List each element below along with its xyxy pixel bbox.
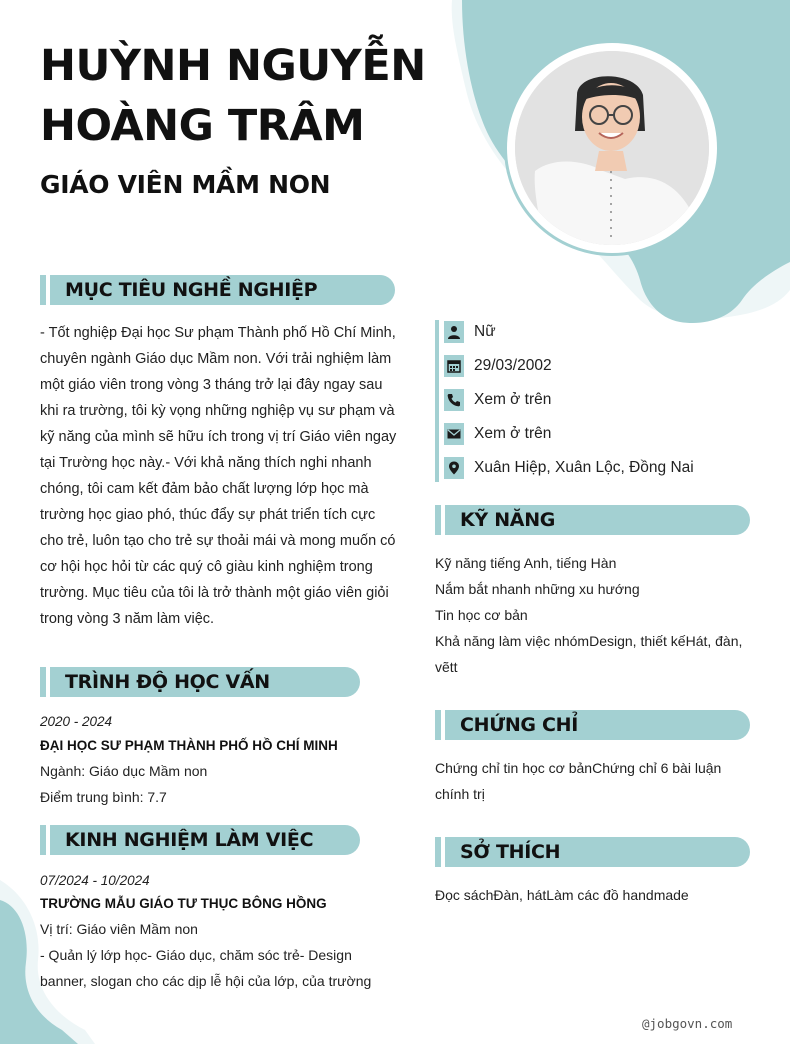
user-icon [444, 321, 464, 343]
list-item: Khả năng làm việc nhómDesign, thiết kếHát, đàn, vẽtt [435, 633, 743, 675]
experience-date: 07/2024 - 10/2024 [40, 873, 150, 888]
education-school: ĐẠI HỌC SƯ PHẠM THÀNH PHỐ HỒ CHÍ MINH [40, 738, 338, 753]
contact-phone-text: Xem ở trên [474, 391, 552, 408]
section-accent-bar [40, 825, 46, 855]
education-major: Ngành: Giáo dục Mầm non [40, 763, 208, 779]
name-line-2: HOÀNG TRÂM [40, 101, 365, 151]
list-item: Tin học cơ bản [435, 607, 528, 623]
watermark: @jobgovn.com [642, 1016, 733, 1031]
section-accent-bar [435, 505, 441, 535]
profile-photo-frame [504, 40, 720, 256]
experience-position: Vị trí: Giáo viên Mầm non [40, 921, 198, 937]
contact-email-text: Xem ở trên [474, 425, 552, 442]
contact-accent-bar [435, 320, 439, 482]
section-header-skills [435, 505, 750, 535]
section-accent-bar [40, 667, 46, 697]
section-header-experience [40, 825, 360, 855]
section-accent-bar [40, 275, 46, 305]
section-header-certificates [435, 710, 750, 740]
calendar-icon [444, 355, 464, 377]
experience-company: TRƯỜNG MẪU GIÁO TƯ THỤC BÔNG HỒNG [40, 896, 327, 911]
certificates-text: Chứng chỉ tin học cơ bảnChứng chỉ 6 bài luận chính trị [435, 760, 722, 802]
list-item: Kỹ năng tiếng Anh, tiếng Hàn [435, 555, 617, 571]
skills-list [435, 550, 750, 680]
section-accent-bar [435, 710, 441, 740]
section-title: SỞ THÍCH [460, 841, 561, 863]
section-title: TRÌNH ĐỘ HỌC VẤN [65, 671, 270, 693]
section-title: MỤC TIÊU NGHỀ NGHIỆP [65, 279, 318, 301]
contact-birthday-text: 29/03/2002 [474, 357, 552, 374]
contact-address-text: Xuân Hiệp, Xuân Lộc, Đồng Nai [474, 459, 694, 476]
section-title: CHỨNG CHỈ [460, 714, 579, 736]
profile-photo [515, 51, 709, 245]
job-title: GIÁO VIÊN MẦM NON [40, 170, 331, 199]
list-item: Nắm bắt nhanh những xu hướng [435, 581, 640, 597]
section-title: KỸ NĂNG [460, 509, 556, 531]
experience-duties: - Quản lý lớp học- Giáo dục, chăm sóc trẻ- Design banner, slogan cho các dịp lễ hội của lớp, của trường [40, 947, 372, 989]
name-line-1: HUỲNH NGUYỄN [40, 41, 426, 91]
contact-gender-text: Nữ [474, 323, 496, 340]
phone-icon [444, 389, 464, 411]
education-date: 2020 - 2024 [40, 714, 113, 729]
email-icon [444, 423, 464, 445]
location-icon [444, 457, 464, 479]
candidate-name [40, 36, 460, 156]
section-header-objective [40, 275, 395, 305]
section-header-hobbies [435, 837, 750, 867]
section-title: KINH NGHIỆM LÀM VIỆC [65, 829, 314, 851]
hobbies-text: Đọc sáchĐàn, hátLàm các đồ handmade [435, 887, 689, 903]
education-gpa: Điểm trung bình: 7.7 [40, 789, 167, 805]
objective-text: - Tốt nghiệp Đại học Sư phạm Thành phố Hồ Chí Minh, chuyên ngành Giáo dục Mầm non. Với trải nghiệm làm một giáo viên trong vòng 3 tháng trở lại đây ngay sau khi ra trường, tôi kỳ vọng những nghiệp vụ sư phạm và kỹ năng của mình sẽ hữu ích trong vị trí Giáo viên ngay tại Trường học này.- Với khả năng thích nghi nhanh chóng, tôi cam kết đảm bảo chất lượng lớp học mà trường học giao phó, thúc đẩy sự phát triển tích cực cho trẻ, luôn tạo cho trẻ sự thoải mái và mong muốn có cơ hội học hỏi từ các quý cô giàu kinh nghiệm trong trường. Mục tiêu của tôi là trở thành một giáo viên giỏi trong vòng 3 năm làm việc. [40, 325, 397, 627]
section-header-education [40, 667, 360, 697]
section-accent-bar [435, 837, 441, 867]
